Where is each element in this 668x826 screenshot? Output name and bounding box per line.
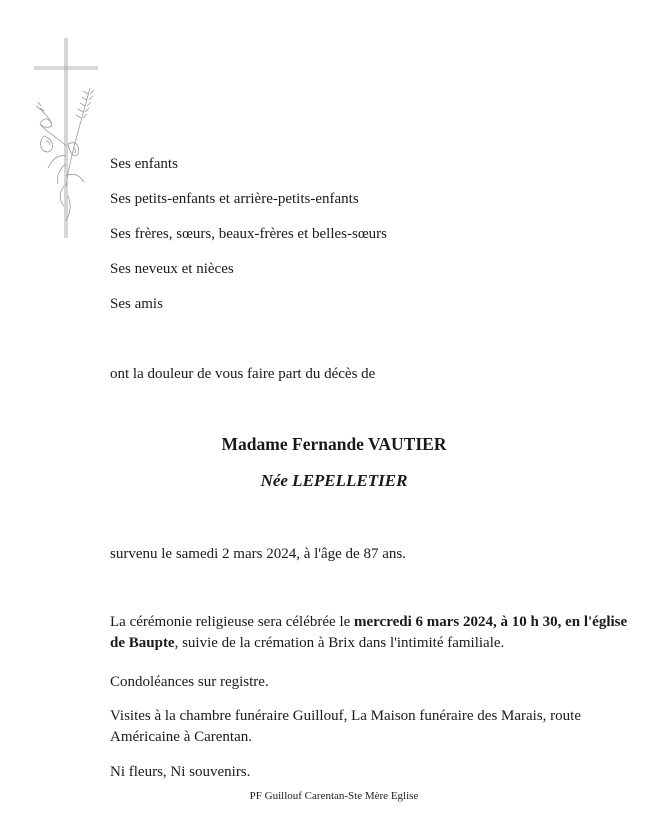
ceremony-datetime-place: mercredi 6 mars 2024, à 10 h 30, en l'église de Baupte [110, 614, 628, 651]
family-line-friends: Ses amis [110, 296, 163, 312]
death-notice-text: survenu le samedi 2 mars 2024, à l'âge de 87 ans. [110, 546, 406, 562]
family-line-nephews: Ses neveux et nièces [110, 261, 234, 277]
flowers-text: Ni fleurs, Ni souvenirs. [110, 764, 251, 780]
deceased-name: Madame Fernande VAUTIER [221, 434, 447, 454]
visits-paragraph: Visites à la chambre funéraire Guillouf, La Maison funéraire des Marais, route Américaine à Carentan. [110, 708, 582, 745]
cross-with-lily-icon [30, 36, 102, 240]
announcement-text: ont la douleur de vous faire part du décès de [110, 366, 376, 382]
condolences-text: Condoléances sur registre. [110, 674, 269, 690]
funeral-home-footer: PF Guillouf Carentan-Ste Mère Eglise [249, 790, 419, 802]
ceremony-paragraph [110, 612, 630, 654]
ceremony-intro: La cérémonie religieuse sera célébrée le [110, 614, 355, 630]
ceremony-rest: , suivie de la crémation à Brix dans l'intimité familiale. [174, 635, 505, 651]
family-line-grandchildren: Ses petits-enfants et arrière-petits-enfants [110, 191, 359, 207]
family-line-children: Ses enfants [110, 156, 178, 172]
family-line-siblings: Ses frères, sœurs, beaux-frères et belles-sœurs [110, 226, 387, 242]
deceased-maiden-name: Née LEPELLETIER [260, 471, 408, 490]
